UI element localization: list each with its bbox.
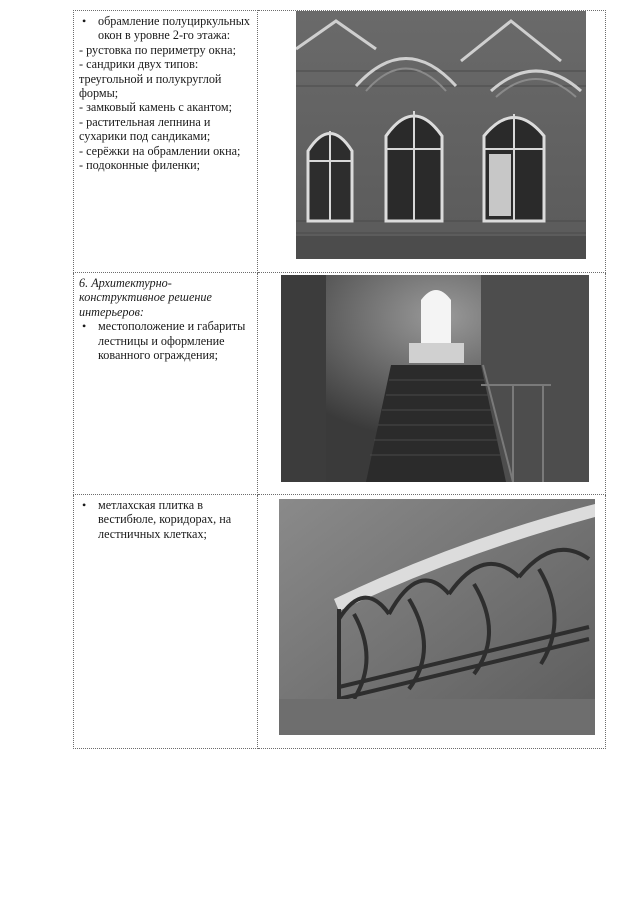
bullet-item: • обрамление полуциркульных окон в уровне 2-го этажа: [79,14,253,43]
staircase-photo [281,275,589,482]
photo-cell [258,11,606,273]
detail-line: - замковый камень с акантом; [79,100,233,115]
description-cell [74,495,258,749]
detail-line: - рустовка по периметру окна; [79,42,236,57]
railing-photo [279,499,595,735]
detail-line: - растительная лепнина и сухарики под сандиками; [79,114,211,144]
detail-line: - серёжки на обрамлении окна; [79,143,241,158]
bullet-item: • местоположение и габариты лестницы и оформление кованного ограждения; [79,319,253,362]
section-heading: 6. Архитектурно-конструктивное решение интерьеров: [79,276,212,319]
description-cell [74,11,258,273]
table-row [74,11,606,273]
facade-photo [296,11,586,259]
table-row [74,495,606,749]
photo-cell [258,495,606,749]
heritage-table [73,10,606,749]
description-cell [74,273,258,495]
bullet-item: • метлахская плитка в вестибюле, коридорах, на лестничных клетках; [79,498,253,541]
photo-cell [258,273,606,495]
detail-line: - подоконные филенки; [79,158,201,173]
detail-line: - сандрики двух типов: треугольной и полукруглой формы; [79,57,222,101]
table-row [74,273,606,495]
